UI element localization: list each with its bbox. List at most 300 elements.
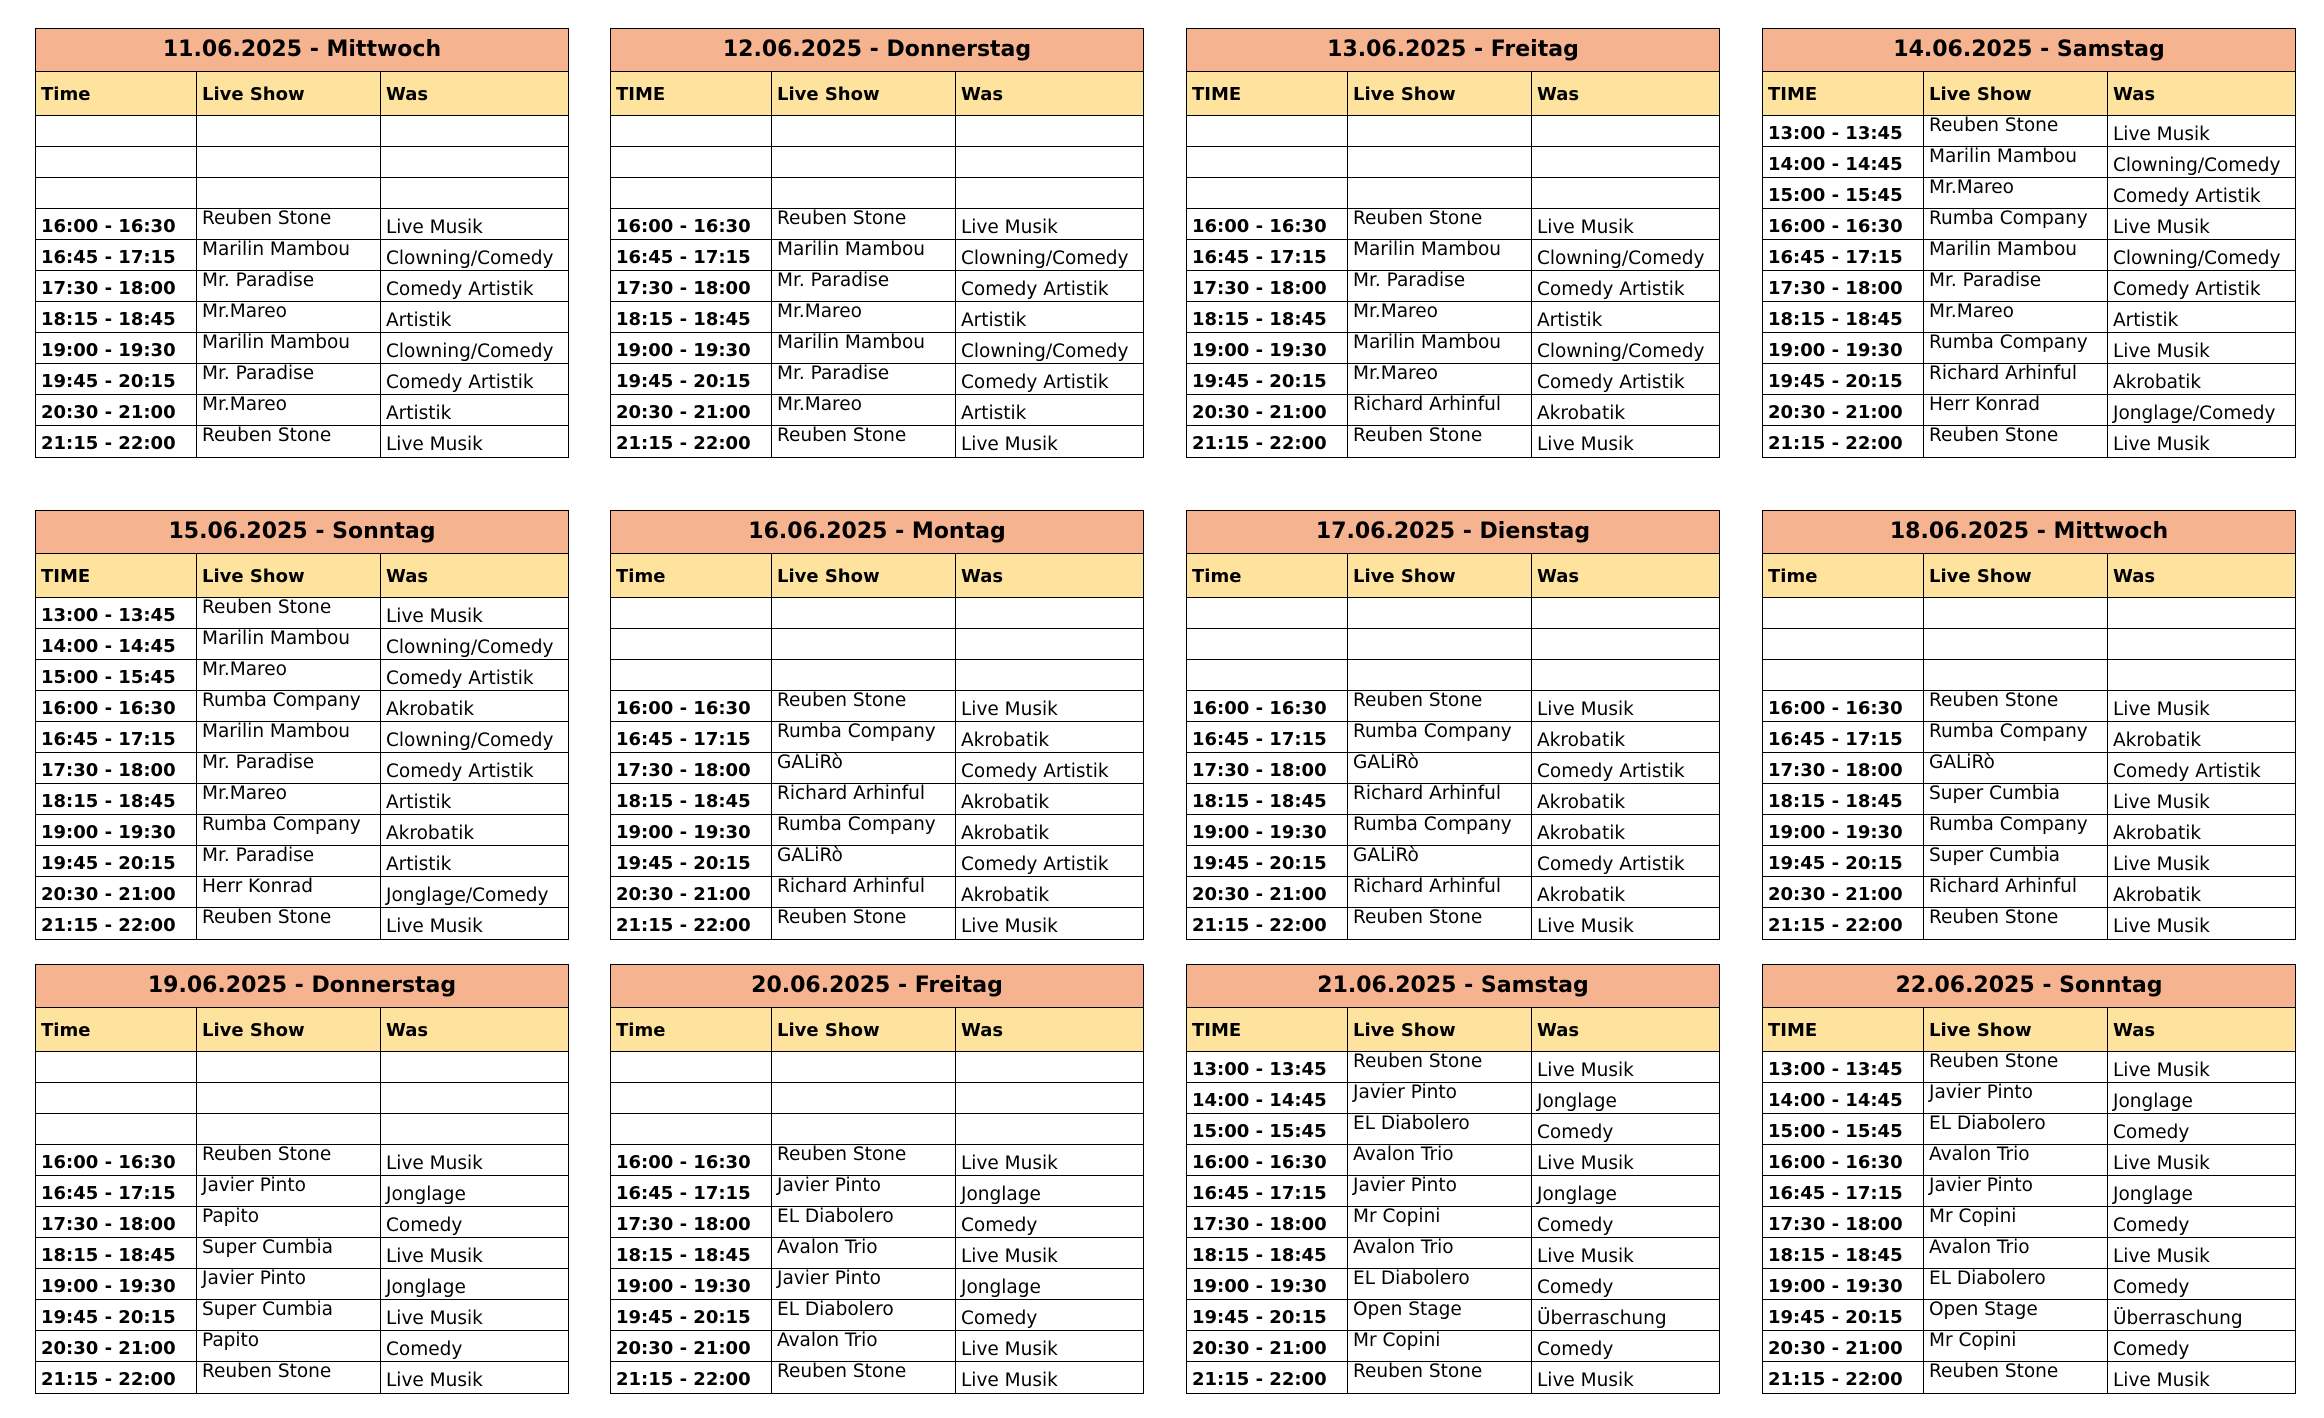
time-cell bbox=[611, 598, 772, 628]
performer-cell bbox=[772, 660, 956, 690]
time-cell: 18:15 - 18:45 bbox=[611, 784, 772, 814]
time-cell bbox=[611, 1083, 772, 1113]
category-cell: Live Musik bbox=[961, 1370, 1058, 1391]
performer-cell bbox=[772, 629, 956, 659]
performer-cell: Àvalon Trio bbox=[1348, 1238, 1532, 1268]
time-cell: 19:45 - 20:15 bbox=[1763, 846, 1924, 876]
time-cell bbox=[611, 660, 772, 690]
schedule-row bbox=[1763, 271, 2295, 302]
time-cell: 16:00 - 16:30 bbox=[1187, 691, 1348, 721]
performer-cell: Reuben Stone bbox=[1348, 691, 1532, 721]
category-cell: Jonglage bbox=[1537, 1091, 1617, 1112]
category-cell: Artistik bbox=[2113, 310, 2179, 331]
schedule-row bbox=[611, 1269, 1143, 1300]
schedule-row bbox=[36, 753, 568, 784]
category-cell: Comedy bbox=[2113, 1122, 2190, 1143]
category-cell: Jonglage bbox=[2113, 1091, 2193, 1112]
performer-cell: Rumba Company bbox=[772, 722, 956, 752]
performer-cell: Richard Arhinful bbox=[772, 877, 956, 907]
performer-cell: Herr Konrad bbox=[1924, 395, 2108, 425]
time-cell: 17:30 - 18:00 bbox=[36, 1207, 197, 1237]
schedule-row bbox=[1187, 178, 1719, 209]
schedule-row bbox=[1187, 1300, 1719, 1331]
schedule-row bbox=[36, 1362, 568, 1393]
time-cell: 21:15 - 22:00 bbox=[611, 1362, 772, 1393]
performer-cell: Mr.Mareo bbox=[197, 660, 381, 690]
time-cell: 17:30 - 18:00 bbox=[36, 753, 197, 783]
category-cell: Comedy Artistik bbox=[961, 854, 1109, 875]
category-cell: Artistik bbox=[961, 310, 1027, 331]
category-cell: Live Musik bbox=[961, 1246, 1058, 1267]
schedule-row bbox=[1763, 364, 2295, 395]
schedule-row bbox=[1187, 1331, 1719, 1362]
was-column-header: Was bbox=[961, 566, 1004, 587]
time-cell: 16:45 - 17:15 bbox=[1763, 722, 1924, 752]
performer-cell bbox=[1348, 178, 1532, 208]
live-show-column-header: Live Show bbox=[772, 554, 956, 597]
category-cell: Akrobatik bbox=[2113, 372, 2202, 393]
time-cell bbox=[611, 1114, 772, 1144]
category-cell: Clowning/Comedy bbox=[2113, 248, 2281, 269]
category-cell: Akrobatik bbox=[386, 823, 475, 844]
time-column-header: TIME bbox=[1763, 72, 1924, 115]
category-cell: Artistik bbox=[1537, 310, 1603, 331]
performer-cell: Mr. Paradise bbox=[772, 364, 956, 394]
time-column-header: TIME bbox=[1763, 1008, 1924, 1051]
performer-cell: Rumba Company bbox=[197, 691, 381, 721]
performer-cell bbox=[1924, 629, 2108, 659]
time-cell: 16:45 - 17:15 bbox=[611, 722, 772, 752]
schedule-row bbox=[1187, 691, 1719, 722]
schedule-row bbox=[1763, 1269, 2295, 1300]
category-cell: Comedy Artistik bbox=[386, 668, 534, 689]
performer-cell: Richard Arhinful bbox=[1348, 784, 1532, 814]
schedule-row bbox=[1763, 784, 2295, 815]
category-cell: Clowning/Comedy bbox=[961, 341, 1129, 362]
category-cell: Akrobatik bbox=[2113, 730, 2202, 751]
category-cell: Comedy Artistik bbox=[2113, 279, 2261, 300]
time-column-header: TIME bbox=[36, 554, 197, 597]
performer-cell: Reuben Stone bbox=[1348, 209, 1532, 239]
performer-cell: Open Stage bbox=[1348, 1300, 1532, 1330]
time-cell: 16:00 - 16:30 bbox=[36, 1145, 197, 1175]
performer-cell bbox=[772, 1052, 956, 1082]
category-cell: Akrobatik bbox=[1537, 730, 1626, 751]
schedule-row bbox=[36, 846, 568, 877]
was-column-header: Was bbox=[961, 1020, 1004, 1041]
schedule-row bbox=[611, 426, 1143, 457]
performer-cell: Reuben Stone bbox=[1348, 908, 1532, 939]
performer-cell: Mr.Mareo bbox=[772, 395, 956, 425]
time-cell: 17:30 - 18:00 bbox=[611, 1207, 772, 1237]
category-cell: Live Musik bbox=[1537, 1246, 1634, 1267]
performer-cell: Reuben Stone bbox=[197, 1362, 381, 1393]
schedule-row bbox=[1763, 877, 2295, 908]
category-cell bbox=[381, 1114, 568, 1144]
category-cell: Live Musik bbox=[961, 916, 1058, 937]
time-cell: 21:15 - 22:00 bbox=[1763, 426, 1924, 457]
category-cell bbox=[956, 1083, 1143, 1113]
time-cell: 19:45 - 20:15 bbox=[611, 364, 772, 394]
time-cell: 20:30 - 21:00 bbox=[1763, 395, 1924, 425]
category-cell: Comedy Artistik bbox=[2113, 186, 2261, 207]
category-cell: Comedy bbox=[1537, 1122, 1614, 1143]
time-cell: 16:00 - 16:30 bbox=[1187, 1145, 1348, 1175]
category-cell: Live Musik bbox=[1537, 699, 1634, 720]
time-column-header: TIME bbox=[611, 72, 772, 115]
category-cell: Comedy Artistik bbox=[386, 279, 534, 300]
category-cell: Clowning/Comedy bbox=[2113, 155, 2281, 176]
schedule-row bbox=[1763, 1207, 2295, 1238]
time-cell: 19:45 - 20:15 bbox=[36, 846, 197, 876]
schedule-row bbox=[611, 691, 1143, 722]
schedule-row bbox=[1187, 116, 1719, 147]
performer-cell: Reuben Stone bbox=[1924, 116, 2108, 146]
performer-cell: Marilin Mambou bbox=[1348, 333, 1532, 363]
category-cell bbox=[956, 178, 1143, 208]
time-cell: 17:30 - 18:00 bbox=[611, 271, 772, 301]
category-cell: Artistik bbox=[386, 854, 452, 875]
time-column-header: Time bbox=[611, 1008, 772, 1051]
day-table bbox=[610, 510, 1144, 940]
category-cell bbox=[956, 1114, 1143, 1144]
schedule-row bbox=[611, 395, 1143, 426]
category-cell: Live Musik bbox=[2113, 434, 2210, 455]
performer-cell: Rumba Company bbox=[1924, 209, 2108, 239]
time-cell: 20:30 - 21:00 bbox=[611, 1331, 772, 1361]
time-cell: 19:45 - 20:15 bbox=[611, 1300, 772, 1330]
category-cell: Live Musik bbox=[386, 916, 483, 937]
category-cell: Live Musik bbox=[2113, 1370, 2210, 1391]
column-header-row bbox=[1187, 554, 1719, 598]
category-cell: Live Musik bbox=[386, 1153, 483, 1174]
performer-cell: Mr. Paradise bbox=[197, 364, 381, 394]
column-header-row bbox=[1187, 1008, 1719, 1052]
performer-cell: Mr.Mareo bbox=[1348, 364, 1532, 394]
schedule-row bbox=[1187, 908, 1719, 939]
time-cell: 19:45 - 20:15 bbox=[1187, 364, 1348, 394]
category-cell: Live Musik bbox=[386, 606, 483, 627]
category-cell: Akrobatik bbox=[1537, 823, 1626, 844]
performer-cell: Mr. Paradise bbox=[1924, 271, 2108, 301]
day-title: 15.06.2025 - Sonntag bbox=[36, 511, 568, 554]
category-cell: Jonglage bbox=[386, 1277, 466, 1298]
category-cell: Comedy Artistik bbox=[1537, 854, 1685, 875]
time-cell: 15:00 - 15:45 bbox=[1187, 1114, 1348, 1144]
category-cell: Live Musik bbox=[386, 1246, 483, 1267]
category-cell: Comedy bbox=[1537, 1339, 1614, 1360]
performer-cell bbox=[1348, 629, 1532, 659]
time-cell: 13:00 - 13:45 bbox=[36, 598, 197, 628]
performer-cell: Marilin Mambou bbox=[772, 333, 956, 363]
schedule-row bbox=[1763, 815, 2295, 846]
time-cell: 16:00 - 16:30 bbox=[1187, 209, 1348, 239]
category-cell: Akrobatik bbox=[386, 699, 475, 720]
schedule-row bbox=[611, 908, 1143, 939]
category-cell: Clowning/Comedy bbox=[386, 637, 554, 658]
performer-cell: Reuben Stone bbox=[1348, 1052, 1532, 1082]
schedule-row bbox=[1763, 753, 2295, 784]
time-cell: 16:45 - 17:15 bbox=[1187, 240, 1348, 270]
category-cell bbox=[381, 147, 568, 177]
schedule-row bbox=[36, 691, 568, 722]
schedule-row bbox=[1187, 629, 1719, 660]
category-cell: Comedy bbox=[386, 1215, 463, 1236]
category-cell: Akrobatik bbox=[961, 792, 1050, 813]
category-cell: Clowning/Comedy bbox=[1537, 248, 1705, 269]
schedule-row bbox=[1187, 1145, 1719, 1176]
time-cell: 16:45 - 17:15 bbox=[1187, 722, 1348, 752]
schedule-row bbox=[611, 116, 1143, 147]
category-cell: Akrobatik bbox=[961, 730, 1050, 751]
performer-cell: Mr. Paradise bbox=[772, 271, 956, 301]
live-show-column-header: Live Show bbox=[197, 1008, 381, 1051]
time-cell: 17:30 - 18:00 bbox=[1187, 1207, 1348, 1237]
schedule-row bbox=[1763, 629, 2295, 660]
performer-cell: Mr.Mareo bbox=[197, 784, 381, 814]
performer-cell: Rumba Company bbox=[197, 815, 381, 845]
time-cell: 19:00 - 19:30 bbox=[1763, 333, 1924, 363]
category-cell: Artistik bbox=[386, 310, 452, 331]
day-table bbox=[610, 964, 1144, 1394]
live-show-column-header: Live Show bbox=[197, 554, 381, 597]
schedule-row bbox=[611, 1114, 1143, 1145]
time-cell: 16:00 - 16:30 bbox=[1763, 691, 1924, 721]
category-cell: Live Musik bbox=[386, 1308, 483, 1329]
performer-cell: Javier Pinto bbox=[772, 1176, 956, 1206]
category-cell: Live Musik bbox=[961, 699, 1058, 720]
performer-cell: Àvalon Trio bbox=[1348, 1145, 1532, 1175]
time-cell: 14:00 - 14:45 bbox=[1763, 147, 1924, 177]
day-table bbox=[1186, 28, 1720, 458]
schedule-row bbox=[1187, 722, 1719, 753]
schedule-row bbox=[611, 877, 1143, 908]
category-cell: Jonglage bbox=[1537, 1184, 1617, 1205]
performer-cell: Reuben Stone bbox=[1924, 908, 2108, 939]
category-cell bbox=[1532, 147, 1719, 177]
time-cell: 16:45 - 17:15 bbox=[1763, 240, 1924, 270]
schedule-row bbox=[1763, 1052, 2295, 1083]
schedule-row bbox=[1763, 1114, 2295, 1145]
category-cell bbox=[2108, 598, 2295, 628]
schedule-row bbox=[36, 302, 568, 333]
performer-cell: Mr.Mareo bbox=[1924, 178, 2108, 208]
time-cell: 21:15 - 22:00 bbox=[1187, 908, 1348, 939]
day-title: 19.06.2025 - Donnerstag bbox=[36, 965, 568, 1008]
day-table bbox=[1762, 510, 2296, 940]
schedule-row bbox=[611, 333, 1143, 364]
time-cell bbox=[36, 1114, 197, 1144]
schedule-row bbox=[1187, 1176, 1719, 1207]
schedule-row bbox=[611, 598, 1143, 629]
performer-cell: Mr.Mareo bbox=[772, 302, 956, 332]
time-cell: 19:00 - 19:30 bbox=[36, 1269, 197, 1299]
category-cell: Artistik bbox=[961, 403, 1027, 424]
performer-cell bbox=[1348, 147, 1532, 177]
time-cell: 19:00 - 19:30 bbox=[1763, 815, 1924, 845]
performer-cell: Marilin Mambou bbox=[197, 722, 381, 752]
time-cell bbox=[611, 629, 772, 659]
performer-cell: Rumba Company bbox=[1924, 333, 2108, 363]
category-cell bbox=[1532, 598, 1719, 628]
column-header-row bbox=[36, 554, 568, 598]
time-cell: 20:30 - 21:00 bbox=[611, 877, 772, 907]
schedule-row bbox=[1187, 240, 1719, 271]
category-cell bbox=[956, 629, 1143, 659]
schedule-row bbox=[611, 722, 1143, 753]
performer-cell: Richard Arhinful bbox=[1348, 877, 1532, 907]
category-cell: Live Musik bbox=[386, 217, 483, 238]
category-cell: Überraschung bbox=[2113, 1308, 2243, 1329]
performer-cell: Mr. Paradise bbox=[197, 846, 381, 876]
schedule-row bbox=[36, 1145, 568, 1176]
schedule-row bbox=[1763, 1238, 2295, 1269]
schedule-row bbox=[1187, 1269, 1719, 1300]
category-cell bbox=[381, 1052, 568, 1082]
schedule-row bbox=[1763, 1331, 2295, 1362]
category-cell: Live Musik bbox=[2113, 854, 2210, 875]
time-cell: 13:00 - 13:45 bbox=[1187, 1052, 1348, 1082]
performer-cell bbox=[197, 1052, 381, 1082]
time-cell bbox=[1187, 178, 1348, 208]
schedule-row bbox=[1187, 395, 1719, 426]
performer-cell: Àvalon Trio bbox=[772, 1331, 956, 1361]
schedule-row bbox=[611, 660, 1143, 691]
schedule-row bbox=[36, 1052, 568, 1083]
performer-cell: Rumba Company bbox=[1924, 722, 2108, 752]
live-show-column-header: Live Show bbox=[197, 72, 381, 115]
schedule-row bbox=[36, 1207, 568, 1238]
time-cell bbox=[1187, 660, 1348, 690]
day-title: 17.06.2025 - Dienstag bbox=[1187, 511, 1719, 554]
schedule-row bbox=[611, 147, 1143, 178]
time-cell: 19:45 - 20:15 bbox=[1187, 846, 1348, 876]
time-cell: 14:00 - 14:45 bbox=[36, 629, 197, 659]
category-cell bbox=[2108, 660, 2295, 690]
schedule-row bbox=[611, 1300, 1143, 1331]
schedule-row bbox=[36, 147, 568, 178]
category-cell: Live Musik bbox=[2113, 217, 2210, 238]
performer-cell: Marilin Mambou bbox=[197, 333, 381, 363]
category-cell bbox=[956, 660, 1143, 690]
live-show-column-header: Live Show bbox=[1924, 72, 2108, 115]
category-cell bbox=[381, 116, 568, 146]
performer-cell: Marilin Mambou bbox=[1924, 240, 2108, 270]
category-cell: Comedy Artistik bbox=[961, 372, 1109, 393]
category-cell: Akrobatik bbox=[961, 823, 1050, 844]
category-cell: Jonglage/Comedy bbox=[386, 885, 549, 906]
category-cell: Comedy Artistik bbox=[1537, 761, 1685, 782]
performer-cell: Mr. Paradise bbox=[1348, 271, 1532, 301]
schedule-row bbox=[1763, 598, 2295, 629]
performer-cell: Mr Copini bbox=[1924, 1331, 2108, 1361]
time-cell: 15:00 - 15:45 bbox=[1763, 1114, 1924, 1144]
performer-cell: Rumba Company bbox=[1924, 815, 2108, 845]
schedule-row bbox=[36, 660, 568, 691]
performer-cell: EL Diabolero bbox=[1348, 1269, 1532, 1299]
time-cell: 20:30 - 21:00 bbox=[36, 877, 197, 907]
category-cell: Comedy bbox=[386, 1339, 463, 1360]
performer-cell: Mr.Mareo bbox=[197, 302, 381, 332]
time-cell: 17:30 - 18:00 bbox=[1763, 271, 1924, 301]
category-cell bbox=[1532, 660, 1719, 690]
category-cell: Live Musik bbox=[2113, 1246, 2210, 1267]
category-cell: Live Musik bbox=[961, 1339, 1058, 1360]
time-cell: 20:30 - 21:00 bbox=[36, 395, 197, 425]
time-cell: 19:00 - 19:30 bbox=[611, 815, 772, 845]
was-column-header: Was bbox=[386, 84, 429, 105]
schedule-row bbox=[1187, 1083, 1719, 1114]
performer-cell bbox=[772, 147, 956, 177]
performer-cell: Reuben Stone bbox=[197, 908, 381, 939]
schedule-row bbox=[1187, 147, 1719, 178]
time-cell bbox=[611, 116, 772, 146]
performer-cell: Marilin Mambou bbox=[1924, 147, 2108, 177]
schedule-row bbox=[36, 333, 568, 364]
category-cell: Comedy bbox=[2113, 1277, 2190, 1298]
performer-cell: Richard Arhinful bbox=[1924, 364, 2108, 394]
time-column-header: Time bbox=[611, 554, 772, 597]
performer-cell: Reuben Stone bbox=[772, 1145, 956, 1175]
time-cell: 19:00 - 19:30 bbox=[1187, 333, 1348, 363]
schedule-row bbox=[1187, 333, 1719, 364]
performer-cell bbox=[772, 178, 956, 208]
performer-cell: Richard Arhinful bbox=[1348, 395, 1532, 425]
category-cell: Comedy Artistik bbox=[1537, 372, 1685, 393]
category-cell: Live Musik bbox=[1537, 916, 1634, 937]
schedule-row bbox=[36, 209, 568, 240]
schedule-row bbox=[1763, 1083, 2295, 1114]
performer-cell: Reuben Stone bbox=[772, 1362, 956, 1393]
time-cell: 16:45 - 17:15 bbox=[36, 1176, 197, 1206]
performer-cell bbox=[772, 1083, 956, 1113]
performer-cell: Reuben Stone bbox=[197, 209, 381, 239]
time-cell bbox=[1763, 598, 1924, 628]
category-cell bbox=[956, 598, 1143, 628]
performer-cell: GALiRò bbox=[1348, 753, 1532, 783]
day-title: 13.06.2025 - Freitag bbox=[1187, 29, 1719, 72]
time-cell: 16:00 - 16:30 bbox=[1763, 1145, 1924, 1175]
column-header-row bbox=[1187, 72, 1719, 116]
performer-cell: Reuben Stone bbox=[197, 598, 381, 628]
category-cell: Jonglage bbox=[2113, 1184, 2193, 1205]
time-cell: 14:00 - 14:45 bbox=[1187, 1083, 1348, 1113]
time-column-header: TIME bbox=[1187, 1008, 1348, 1051]
column-header-row bbox=[1763, 72, 2295, 116]
category-cell: Comedy bbox=[2113, 1339, 2190, 1360]
time-cell: 18:15 - 18:45 bbox=[611, 1238, 772, 1268]
schedule-row bbox=[611, 1176, 1143, 1207]
schedule-row bbox=[36, 1114, 568, 1145]
schedule-row bbox=[611, 1362, 1143, 1393]
category-cell: Akrobatik bbox=[1537, 403, 1626, 424]
time-cell: 14:00 - 14:45 bbox=[1763, 1083, 1924, 1113]
day-table bbox=[1186, 964, 1720, 1394]
schedule-row bbox=[611, 815, 1143, 846]
schedule-row bbox=[611, 1145, 1143, 1176]
category-cell: Comedy Artistik bbox=[1537, 279, 1685, 300]
performer-cell: Javier Pinto bbox=[1924, 1083, 2108, 1113]
category-cell: Comedy bbox=[961, 1308, 1038, 1329]
category-cell: Comedy Artistik bbox=[961, 279, 1109, 300]
schedule-row bbox=[1187, 598, 1719, 629]
category-cell: Live Musik bbox=[961, 1153, 1058, 1174]
category-cell: Live Musik bbox=[961, 434, 1058, 455]
time-cell: 18:15 - 18:45 bbox=[36, 302, 197, 332]
performer-cell: Marilin Mambou bbox=[197, 629, 381, 659]
live-show-column-header: Live Show bbox=[772, 72, 956, 115]
category-cell bbox=[1532, 116, 1719, 146]
